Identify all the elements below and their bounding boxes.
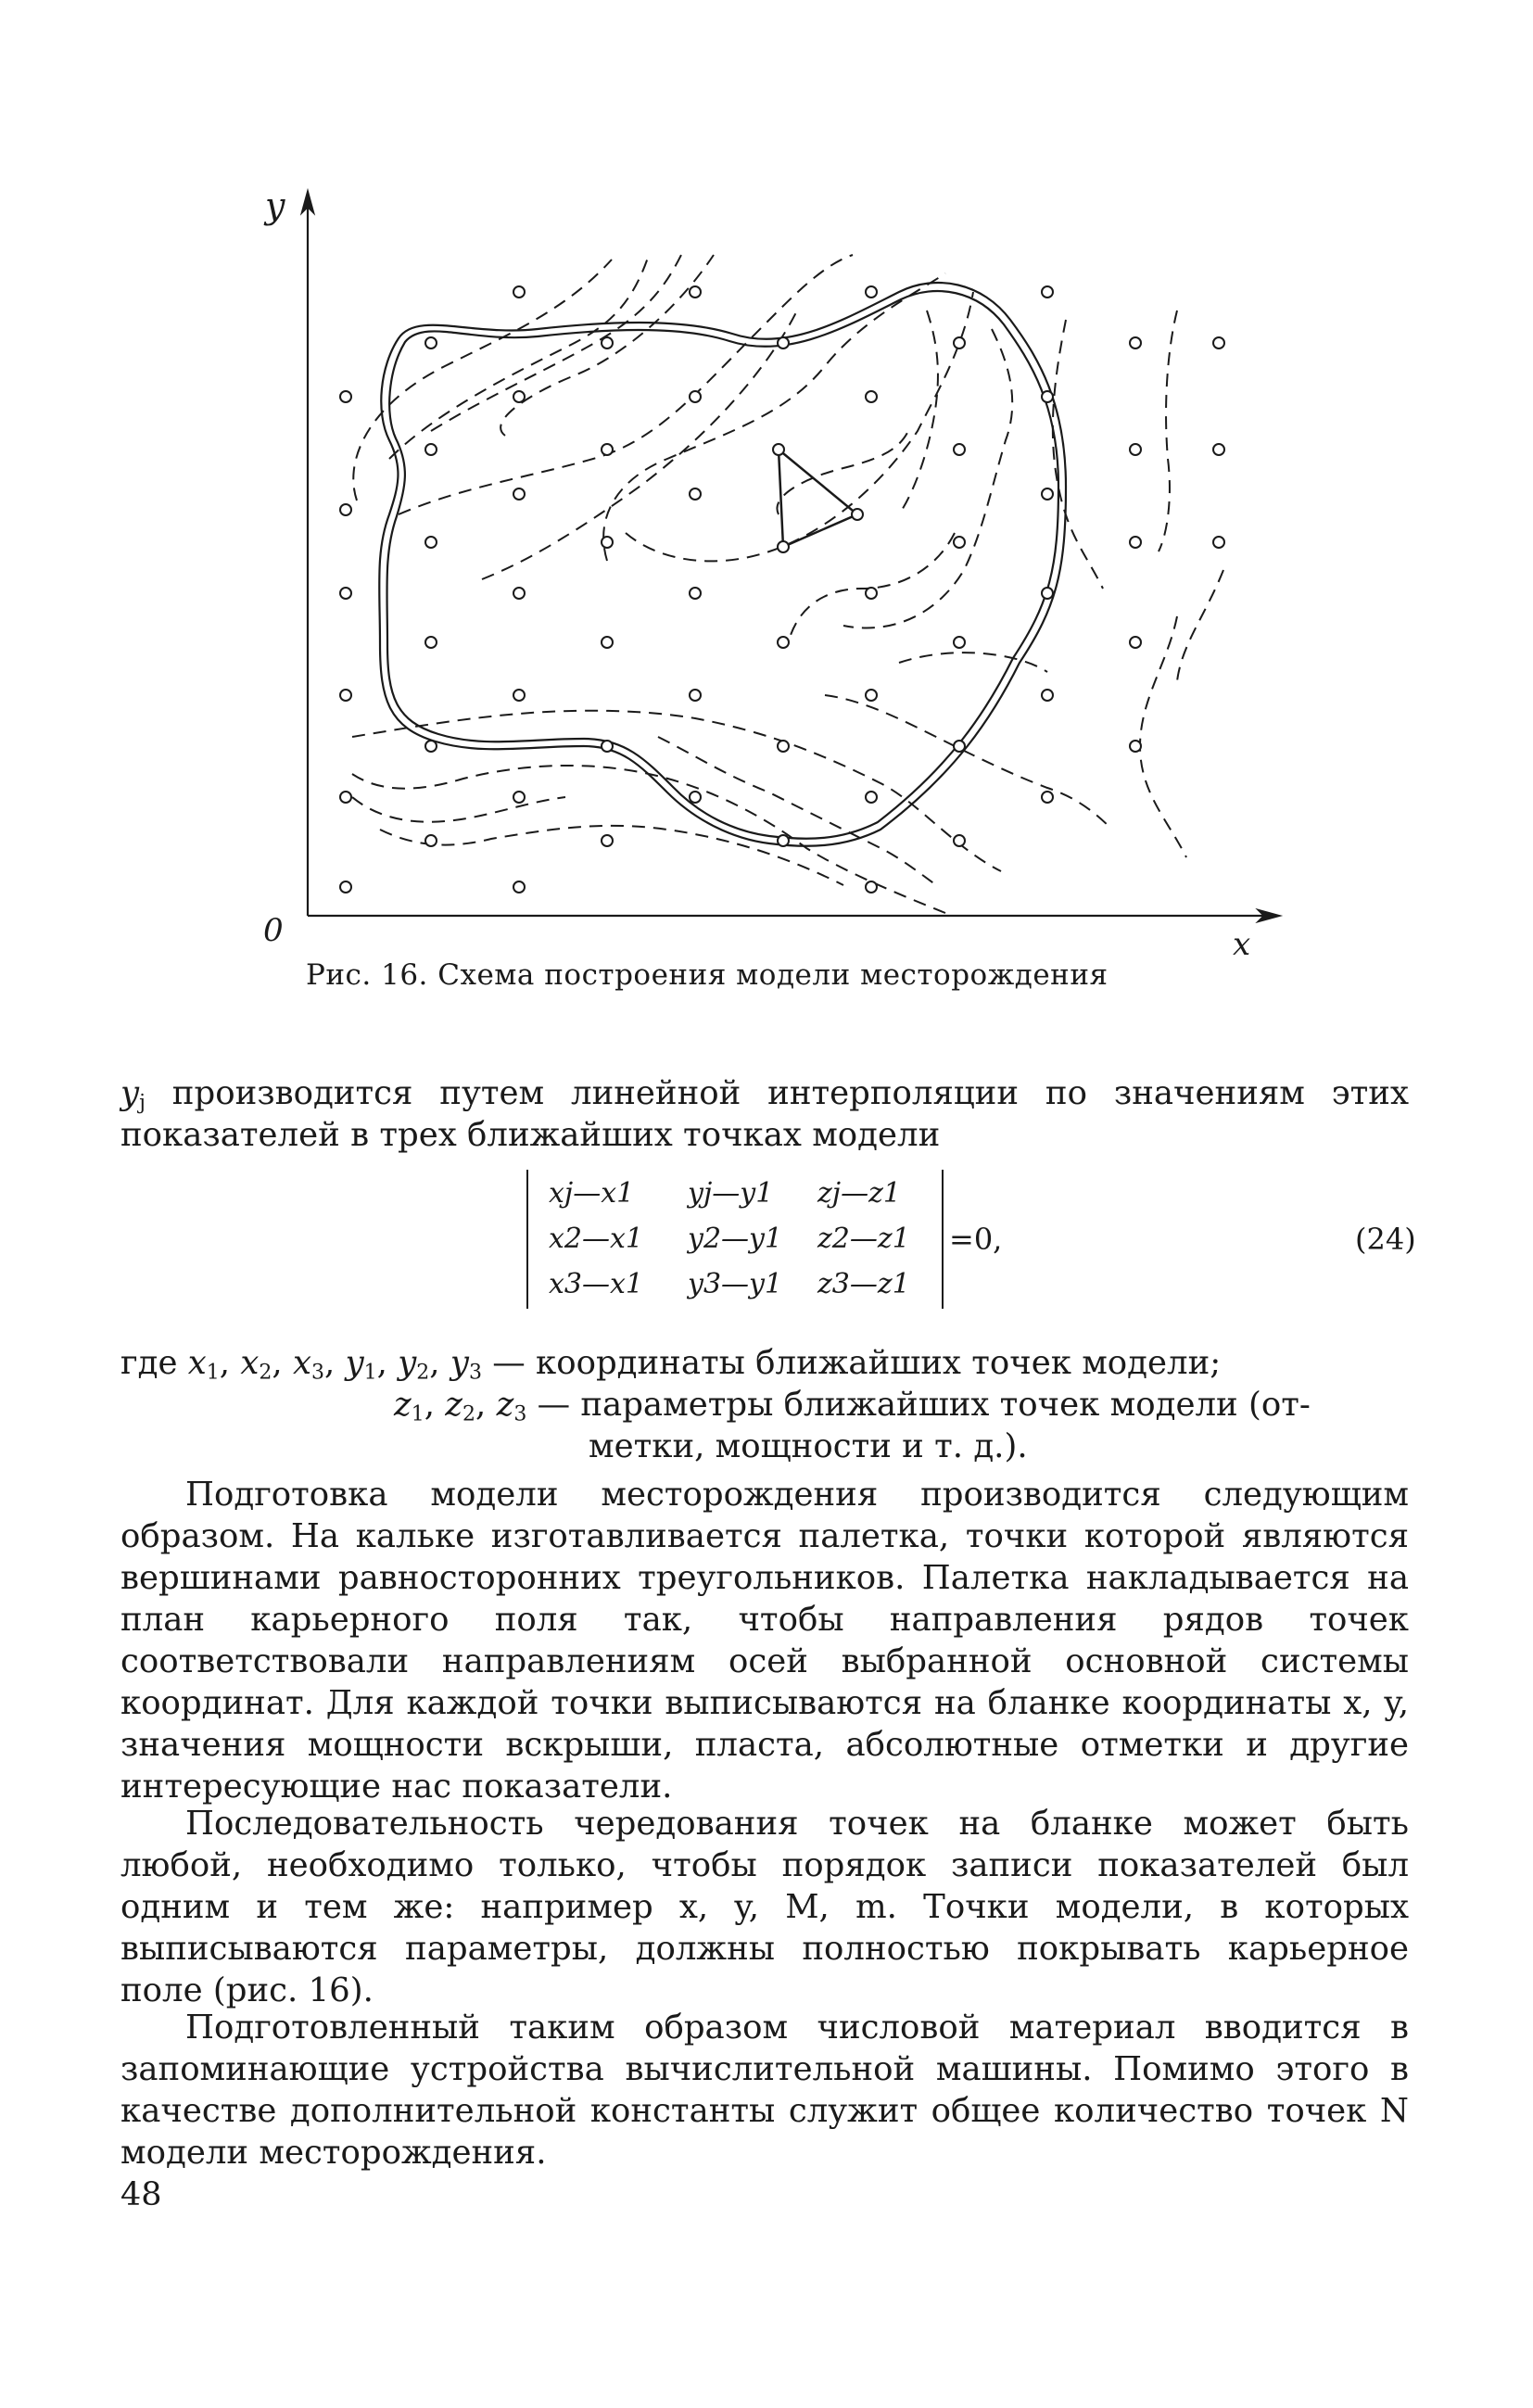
equation-equals-zero: =0, — [949, 1222, 1003, 1257]
model-point — [690, 286, 701, 298]
matrix-cell: xj—x1 — [549, 1177, 635, 1210]
model-point — [1042, 588, 1053, 599]
paragraph-numeric-material: Подготовленный таким образом числовой материал вводится в запоминающие устройства вычислительной машины. Помимо этого в качестве дополнительной константы служит общее количество точек N модели месторождения. — [120, 2009, 1409, 2172]
model-point — [1042, 391, 1053, 402]
interpolation-triangle — [779, 450, 857, 547]
isoline — [603, 273, 945, 561]
model-point — [690, 792, 701, 803]
model-point — [340, 504, 351, 515]
where-line-1: где $x_1$, $x_2$, $x_3$, $y_1$, $y_2$, $y_3$ — координаты ближайших точек модели; — [120, 1344, 1222, 1385]
model-point — [1213, 337, 1224, 349]
var-y-sub: j — [139, 1091, 146, 1115]
model-point — [513, 391, 525, 402]
model-point — [1042, 488, 1053, 500]
origin-label: 0 — [263, 912, 284, 949]
model-point — [954, 835, 965, 846]
model-point — [602, 835, 613, 846]
isoline — [1053, 320, 1103, 589]
model-point — [773, 444, 784, 455]
model-point — [340, 391, 351, 402]
model-point — [954, 444, 965, 455]
model-point — [1213, 444, 1224, 455]
matrix-cell: y2—y1 — [688, 1223, 783, 1255]
isoline — [399, 255, 853, 514]
matrix-cell: yj—y1 — [688, 1177, 774, 1210]
figure-caption: Рис. 16. Схема построения модели месторождения — [306, 958, 1109, 992]
model-point — [425, 537, 437, 548]
model-point — [690, 391, 701, 402]
matrix-cell: y3—y1 — [688, 1268, 783, 1300]
paragraph-point-order: Последовательность чередования точек на бланке может быть любой, необходимо только, чтобы порядок записи показателей был одним и тем же: например x, y, M, m. Точки модели, в которых выписываются параметры, должны полностью покрывать карьерное поле (рис. 16). — [120, 1805, 1409, 2009]
model-point — [1042, 690, 1053, 701]
model-point — [425, 444, 437, 455]
model-point — [690, 690, 701, 701]
model-point — [425, 741, 437, 752]
model-point — [425, 637, 437, 648]
model-point — [1130, 537, 1141, 548]
model-point — [866, 391, 877, 402]
isoline — [1140, 616, 1186, 857]
model-point — [340, 588, 351, 599]
isoline — [658, 737, 936, 885]
where-line-3: метки, мощности и т. д.). — [589, 1427, 1028, 1465]
model-point — [1042, 792, 1053, 803]
var-y: y — [120, 1074, 140, 1112]
model-point — [513, 588, 525, 599]
model-point — [1130, 444, 1141, 455]
determinant-matrix — [526, 1170, 944, 1309]
model-point — [866, 286, 877, 298]
isoline — [1159, 311, 1177, 551]
isoline — [825, 695, 1112, 830]
deposit-model-figure — [250, 181, 1288, 959]
model-point — [340, 792, 351, 803]
model-point — [866, 690, 877, 701]
model-point — [954, 537, 965, 548]
model-point — [602, 337, 613, 349]
model-point — [602, 444, 613, 455]
x-axis-label: x — [1233, 926, 1251, 959]
model-point — [602, 637, 613, 648]
model-point — [954, 637, 965, 648]
page-number: 48 — [120, 2176, 162, 2213]
where-line-2: $z_1$, $z_2$, $z_3$ — параметры ближайших точек модели (от- — [394, 1386, 1311, 1426]
equation-number: (24) — [1355, 1222, 1416, 1257]
model-point — [425, 835, 437, 846]
model-point — [852, 509, 863, 520]
model-point — [425, 337, 437, 349]
model-point — [1130, 337, 1141, 349]
isoline — [380, 826, 843, 885]
y-axis-label: y — [265, 185, 285, 226]
model-point — [778, 637, 789, 648]
model-point — [778, 835, 789, 846]
model-point — [866, 792, 877, 803]
model-point — [778, 337, 789, 349]
model-point — [340, 881, 351, 893]
model-point — [954, 741, 965, 752]
where-prefix: где — [120, 1344, 178, 1382]
model-point — [954, 337, 965, 349]
model-point — [513, 488, 525, 500]
where-line-1-text: — координаты ближайших точек модели; — [481, 1344, 1222, 1382]
model-point — [778, 741, 789, 752]
isoline — [352, 797, 565, 822]
model-point — [602, 537, 613, 548]
paragraph-model-preparation: Подготовка модели месторождения производится следующим образом. На кальке изготавливается палетка, точки которой являются вершинами равносторонних треугольников. Палетка накладывается на план карьерного поля так, чтобы направления рядов точек соответствовали направлениям осей выбранной основной системы координат. Для каждой точки выписываются на бланке координаты x, y, значения мощности вскрыши, пласта, абсолютные отметки и другие интересующие нас показатели. — [120, 1476, 1409, 1806]
model-point — [1130, 741, 1141, 752]
model-point — [1213, 537, 1224, 548]
isoline — [899, 311, 938, 514]
paragraph-1-text: производится путем линейной интерполяции по значениям этих показателей в трех ближайших точках модели — [120, 1074, 1409, 1154]
model-point — [340, 690, 351, 701]
model-point — [513, 690, 525, 701]
where-line-2-text: — параметры ближайших точек модели (от- — [526, 1386, 1311, 1424]
model-point — [1042, 286, 1053, 298]
matrix-cell: x3—x1 — [549, 1268, 644, 1300]
isoline — [482, 311, 797, 579]
model-point — [1130, 637, 1141, 648]
model-point — [513, 792, 525, 803]
model-point — [513, 286, 525, 298]
isoline — [1177, 570, 1223, 681]
isoline — [843, 329, 1012, 628]
matrix-cell: z2—z1 — [817, 1223, 910, 1255]
matrix-cell: zj—z1 — [817, 1177, 901, 1210]
isoline — [431, 255, 681, 431]
matrix-cell: x2—x1 — [549, 1223, 644, 1255]
model-point — [866, 588, 877, 599]
model-point — [690, 588, 701, 599]
matrix-cell: z3—z1 — [817, 1268, 910, 1300]
paragraph-interpolation — [120, 1072, 1409, 1156]
model-point — [513, 881, 525, 893]
model-point — [690, 488, 701, 500]
model-point — [866, 881, 877, 893]
model-point — [778, 541, 789, 552]
model-point — [602, 741, 613, 752]
